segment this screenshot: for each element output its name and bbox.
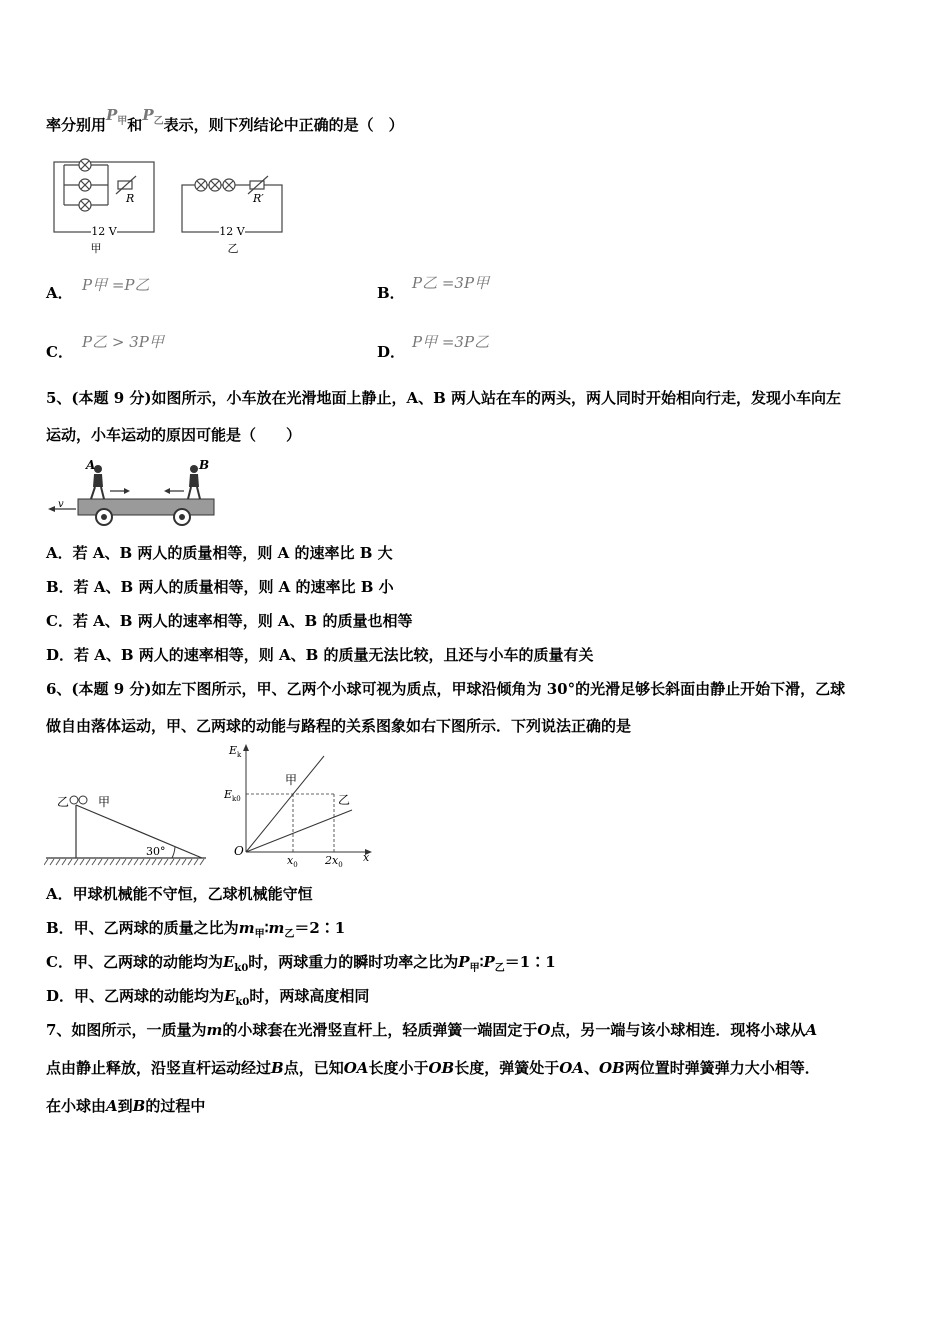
q6-stem-line2: 做自由落体运动，甲、乙两球的动能与路程的关系图象如右下图所示．下列说法正确的是 <box>46 717 632 735</box>
q4-option-d-label: D． <box>377 343 406 361</box>
line-yi-label: 乙 <box>338 793 351 807</box>
q4-option-d-formula: P甲 =3P乙 <box>412 333 490 351</box>
ek0-label: $E_{k0}$ <box>224 788 241 803</box>
q6-option-a: A．甲球机械能不守恒，乙球机械能守恒 <box>46 885 313 903</box>
x-axis-label: x <box>363 851 370 864</box>
incline-angle: 30° <box>146 845 166 858</box>
p-yi-symbol: $P_乙$ <box>142 106 164 127</box>
q4-option-c-formula: P乙 > 3P甲 <box>82 333 164 351</box>
q4-option-c-label: C． <box>46 343 73 361</box>
q6-stem-line1: 6、(本题 9 分)如左下图所示，甲、乙两个小球可视为质点，甲球沿倾角为 30°的光滑足够长斜面由静止开始下滑，乙球 <box>46 680 846 698</box>
q7-stem-line2: 点由静止释放，沿竖直杆运动经过B点，已知OA长度小于OB长度，弹簧处于OA、OB两位置时弹簧弹力大小相等． <box>46 1059 820 1077</box>
q6-option-d: D．甲、乙两球的动能均为$E_{k0}$时，两球高度相同 <box>46 987 370 1008</box>
person-b-label: B <box>199 458 210 472</box>
q4-option-a-label: A． <box>46 284 73 302</box>
q4-option-a-formula: P甲 =P乙 <box>82 276 150 294</box>
y-axis-label: $E_k$ <box>229 744 242 759</box>
q7-stem-line3: 在小球由A到B的过程中 <box>46 1097 206 1115</box>
q4-option-b-label: B． <box>377 284 405 302</box>
origin-label: O <box>234 844 244 858</box>
q5-stem-line2: 运动，小车运动的原因可能是（ ） <box>46 426 302 444</box>
right-resistor-label: R′ <box>253 192 264 205</box>
q7-stem-line1: 7、如图所示，一质量为m的小球套在光滑竖直杆上，轻质弹簧一端固定于O点，另一端与该小球相连．现将小球从A <box>46 1021 818 1039</box>
q6-energy-graph <box>224 742 374 868</box>
q6-incline-figure <box>44 785 209 870</box>
line-jia-label: 甲 <box>285 773 298 787</box>
q5-option-c: C．若 A、B 两人的速率相等，则 A、B 的质量也相等 <box>46 612 413 630</box>
velocity-label: v <box>58 499 64 510</box>
q5-stem-line1: 5、(本题 9 分)如图所示，小车放在光滑地面上静止，A、B 两人站在车的两头，两人同时开始相向行走，发现小车向左 <box>46 389 842 407</box>
x0-tick: $x_0$ <box>287 854 298 868</box>
q4-stem: 率分别用$P_甲$和$P_乙$表示，则下列结论中正确的是（ ） <box>46 106 404 134</box>
q5-cart-figure <box>46 457 218 527</box>
q5-option-a: A．若 A、B 两人的质量相等，则 A 的速率比 B 大 <box>46 544 393 562</box>
left-circuit-label: 甲 <box>90 242 102 255</box>
jia-ball-label: 甲 <box>98 795 111 809</box>
right-circuit-label: 乙 <box>227 242 239 255</box>
q4-circuit-figure <box>46 150 296 260</box>
q6-option-c: C．甲、乙两球的动能均为$E_{k0}$时，两球重力的瞬时功率之比为$P_甲∶P_乙=1∶1$ <box>46 953 556 974</box>
left-voltage: 12 V <box>91 225 117 238</box>
q5-option-b: B．若 A、B 两人的质量相等，则 A 的速率比 B 小 <box>46 578 394 596</box>
right-voltage: 12 V <box>219 225 245 238</box>
left-resistor-label: R <box>126 192 135 205</box>
p-jia-symbol: $P_甲$ <box>106 106 128 127</box>
q4-option-b-formula: P乙 =3P甲 <box>412 274 490 292</box>
q5-option-d: D．若 A、B 两人的速率相等，则 A、B 的质量无法比较，且还与小车的质量有关 <box>46 646 594 664</box>
person-a-label: A <box>86 458 96 472</box>
2x0-tick: $2x_0$ <box>325 854 343 868</box>
yi-ball-label: 乙 <box>57 795 70 809</box>
q6-option-b: B．甲、乙两球的质量之比为$m_甲∶m_乙=2∶1$ <box>46 919 346 940</box>
